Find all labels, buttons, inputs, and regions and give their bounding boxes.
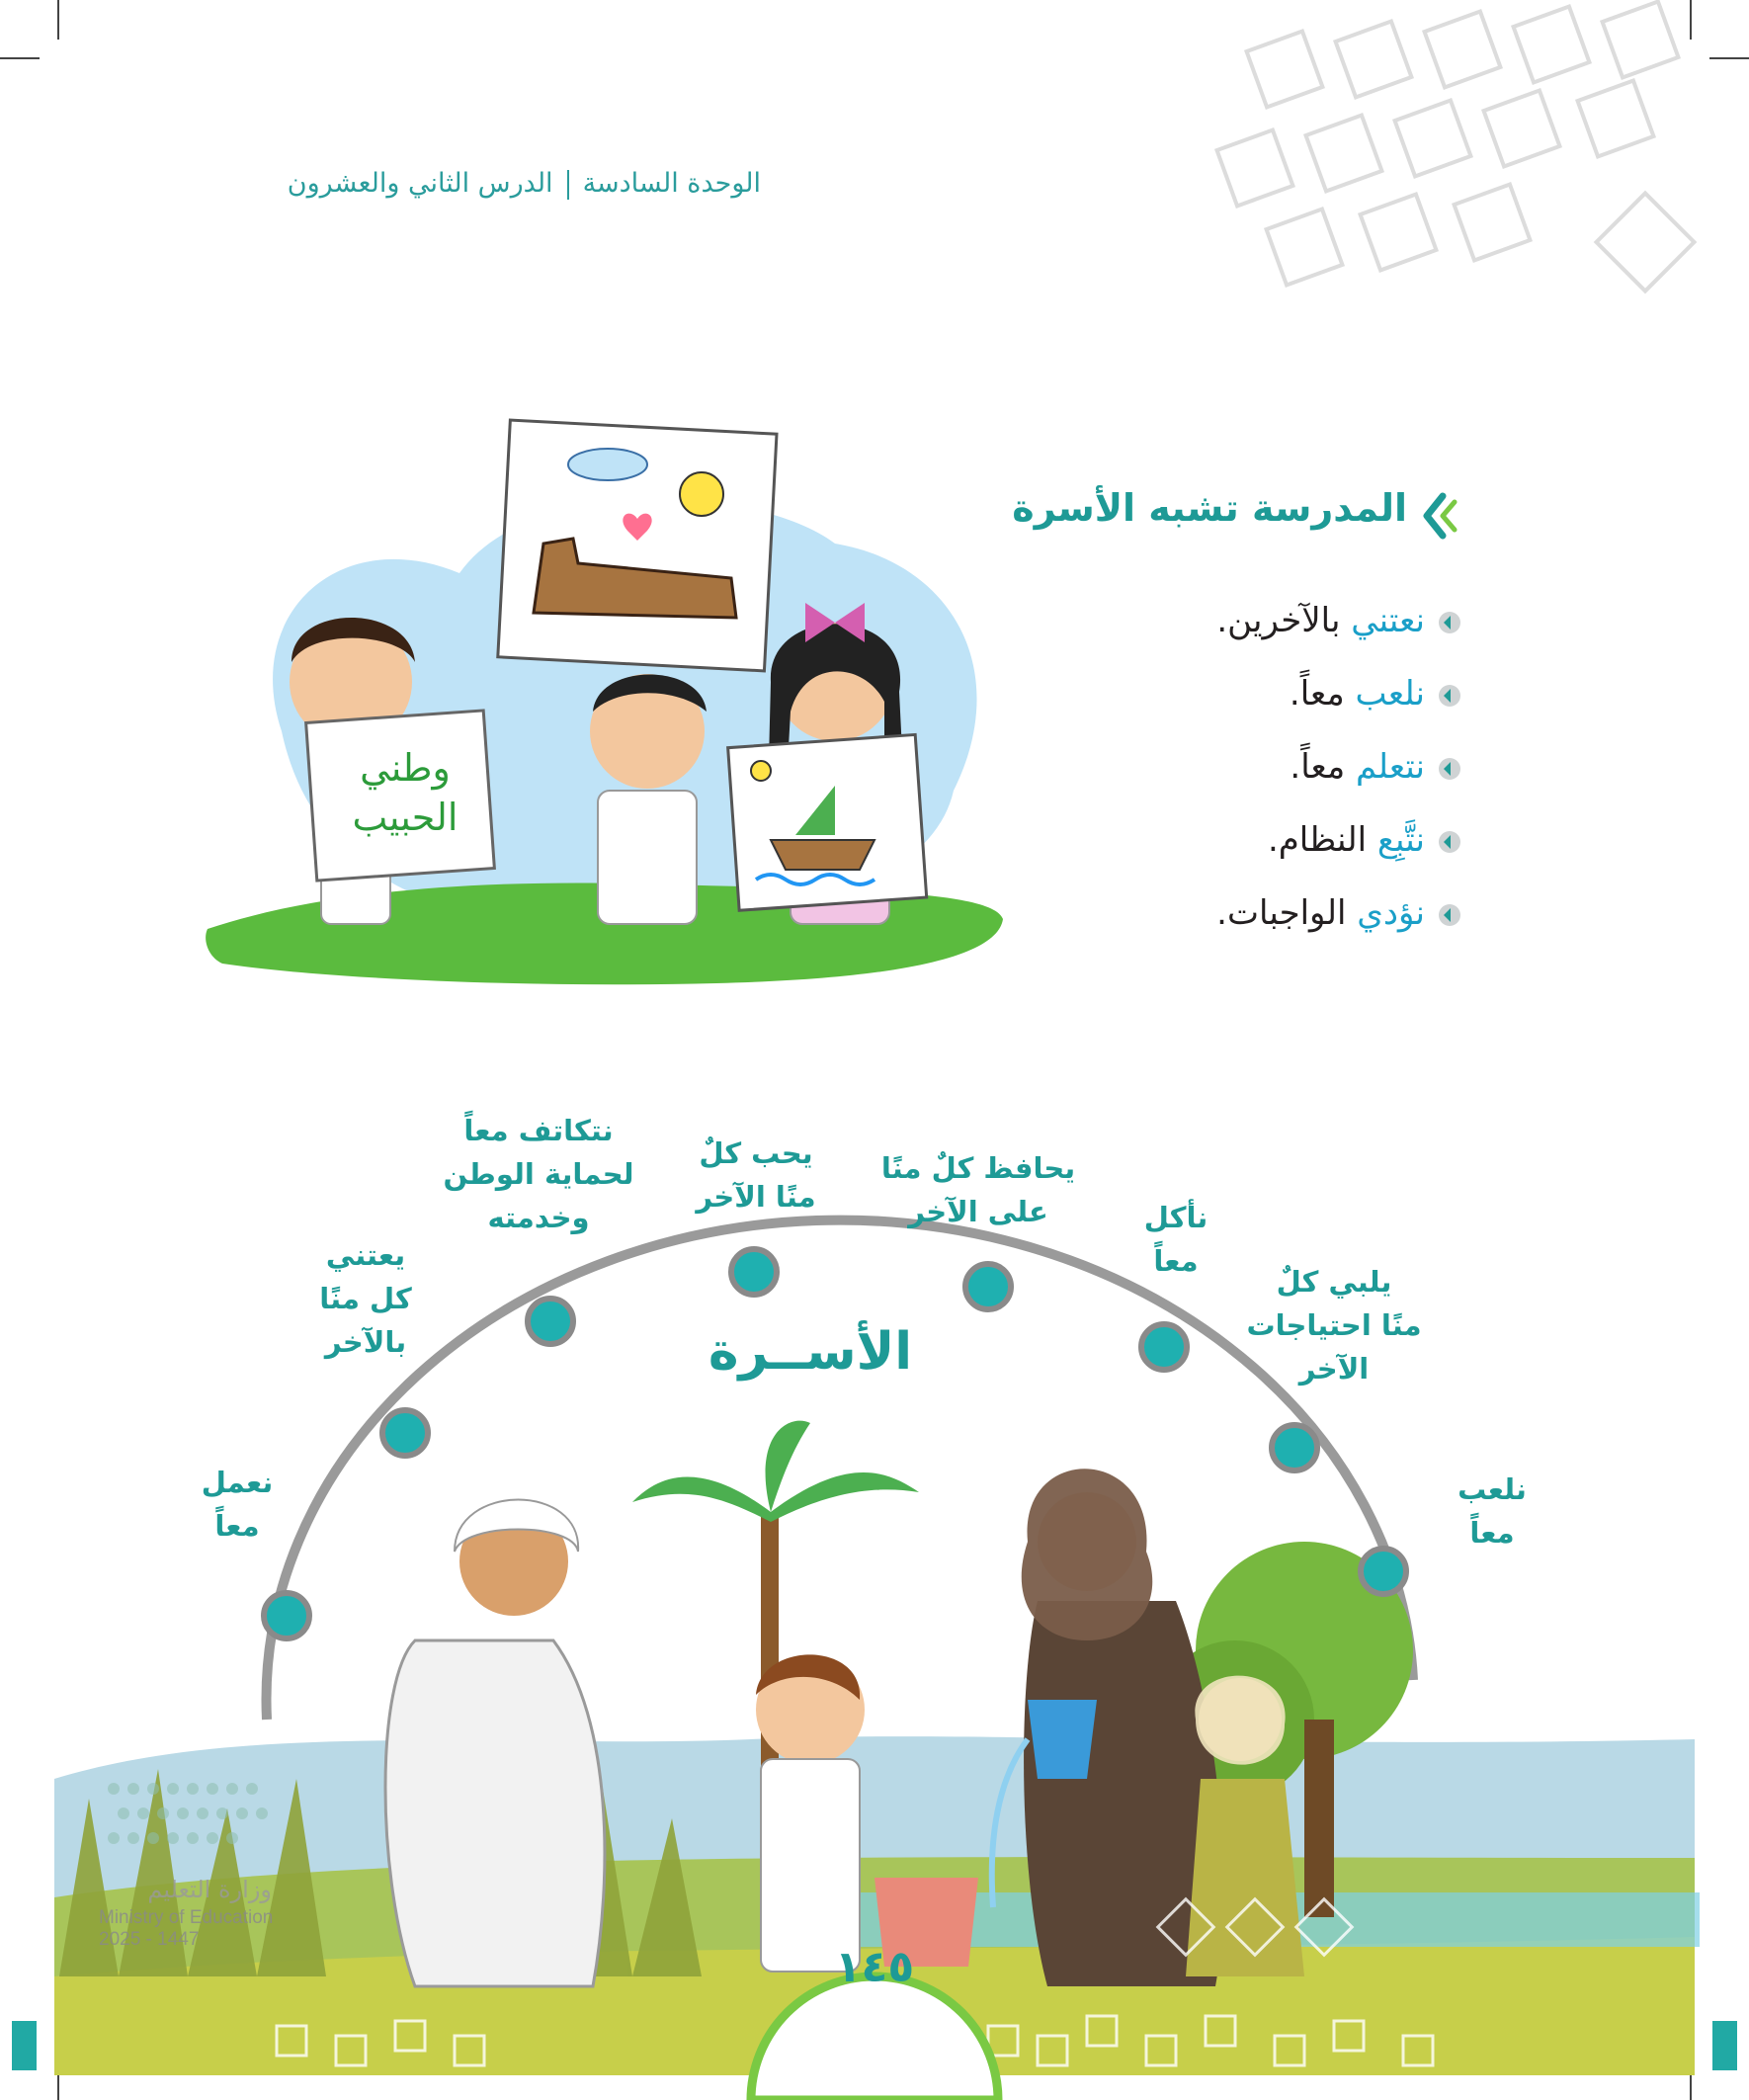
arc-label-preserve-each-other: يحافظ كلٌ منًا على الآخر — [880, 1151, 1076, 1228]
ministry-of-education-logo — [94, 1769, 321, 1917]
arc-label-love-each-other: يحب كلٌ منًا الآخر — [696, 1136, 816, 1214]
sign-text-line1: وطني — [360, 746, 451, 790]
crop-mark — [0, 57, 40, 59]
point-verb: نؤدي — [1357, 893, 1425, 933]
list-item — [1136, 812, 1462, 868]
section-title: المدرسة تشبه الأسرة — [1012, 486, 1407, 530]
point-verb: نتَّبِع — [1376, 820, 1425, 860]
arc-dot — [731, 1249, 777, 1295]
arc-label-work-together: نعمل معاً — [201, 1466, 274, 1543]
arc-label-eat-together: نأكل معاً — [1143, 1201, 1208, 1278]
arc-dot — [1361, 1549, 1406, 1594]
bullet-icon — [1437, 829, 1462, 855]
point-text: بالآخرين. — [1216, 601, 1352, 640]
arc-label-play-together: نلعب معاً — [1458, 1472, 1527, 1550]
unit-lesson-header — [208, 168, 761, 213]
ministry-name-en: Ministry of Education — [99, 1907, 274, 1928]
children-holding-drawings-illustration — [203, 415, 1023, 1008]
family-title: الأســرة — [708, 1322, 913, 1382]
bullet-icon — [1437, 756, 1462, 782]
arc-dot — [1141, 1324, 1187, 1370]
point-verb: نلعب — [1355, 674, 1425, 714]
list-item — [1136, 666, 1462, 721]
list-item — [1136, 885, 1462, 941]
arc-label-meet-needs: يلبي كلٌ منًا احتياجات الآخر — [1246, 1265, 1422, 1386]
lesson-name: الدرس الثاني والعشرون — [287, 168, 553, 199]
crop-mark — [57, 0, 59, 40]
side-tab — [1712, 2021, 1737, 2070]
side-tab — [12, 2021, 37, 2070]
bullet-icon — [1437, 683, 1462, 709]
unit-name: الوحدة السادسة — [582, 168, 761, 199]
ministry-year: 2025 - 1447 — [99, 1929, 200, 1950]
arc-dot — [965, 1264, 1011, 1309]
arc-label-care-each-other: يعتني كل منًا بالآخر — [319, 1238, 412, 1359]
list-item — [1136, 739, 1462, 795]
list-item — [1136, 593, 1462, 648]
ministry-text — [99, 1907, 326, 1976]
point-verb: نعتني — [1351, 601, 1425, 640]
school-family-points-list — [1136, 593, 1462, 968]
point-text: معاً. — [1290, 747, 1356, 787]
bullet-icon — [1437, 610, 1462, 635]
arc-dot — [528, 1299, 573, 1344]
page-number: ١٤٥ — [834, 1942, 915, 1992]
point-text: الواجبات. — [1216, 893, 1358, 933]
arc-dot — [264, 1593, 309, 1638]
ministry-name-ar: وزارة التعليم — [147, 1876, 272, 1903]
corner-pattern — [1196, 0, 1749, 326]
sign-text-line2: الحبيب — [352, 796, 458, 839]
header-divider — [567, 170, 569, 200]
point-text: معاً. — [1289, 674, 1356, 714]
arc-dot — [382, 1410, 428, 1456]
arc-dot — [1272, 1425, 1317, 1470]
bullet-icon — [1437, 902, 1462, 928]
point-text: النظام. — [1267, 820, 1377, 860]
point-verb: نتعلم — [1355, 747, 1425, 787]
arc-label-protect-homeland: نتكاتف معاً لحماية الوطن وخدمته — [443, 1114, 634, 1234]
